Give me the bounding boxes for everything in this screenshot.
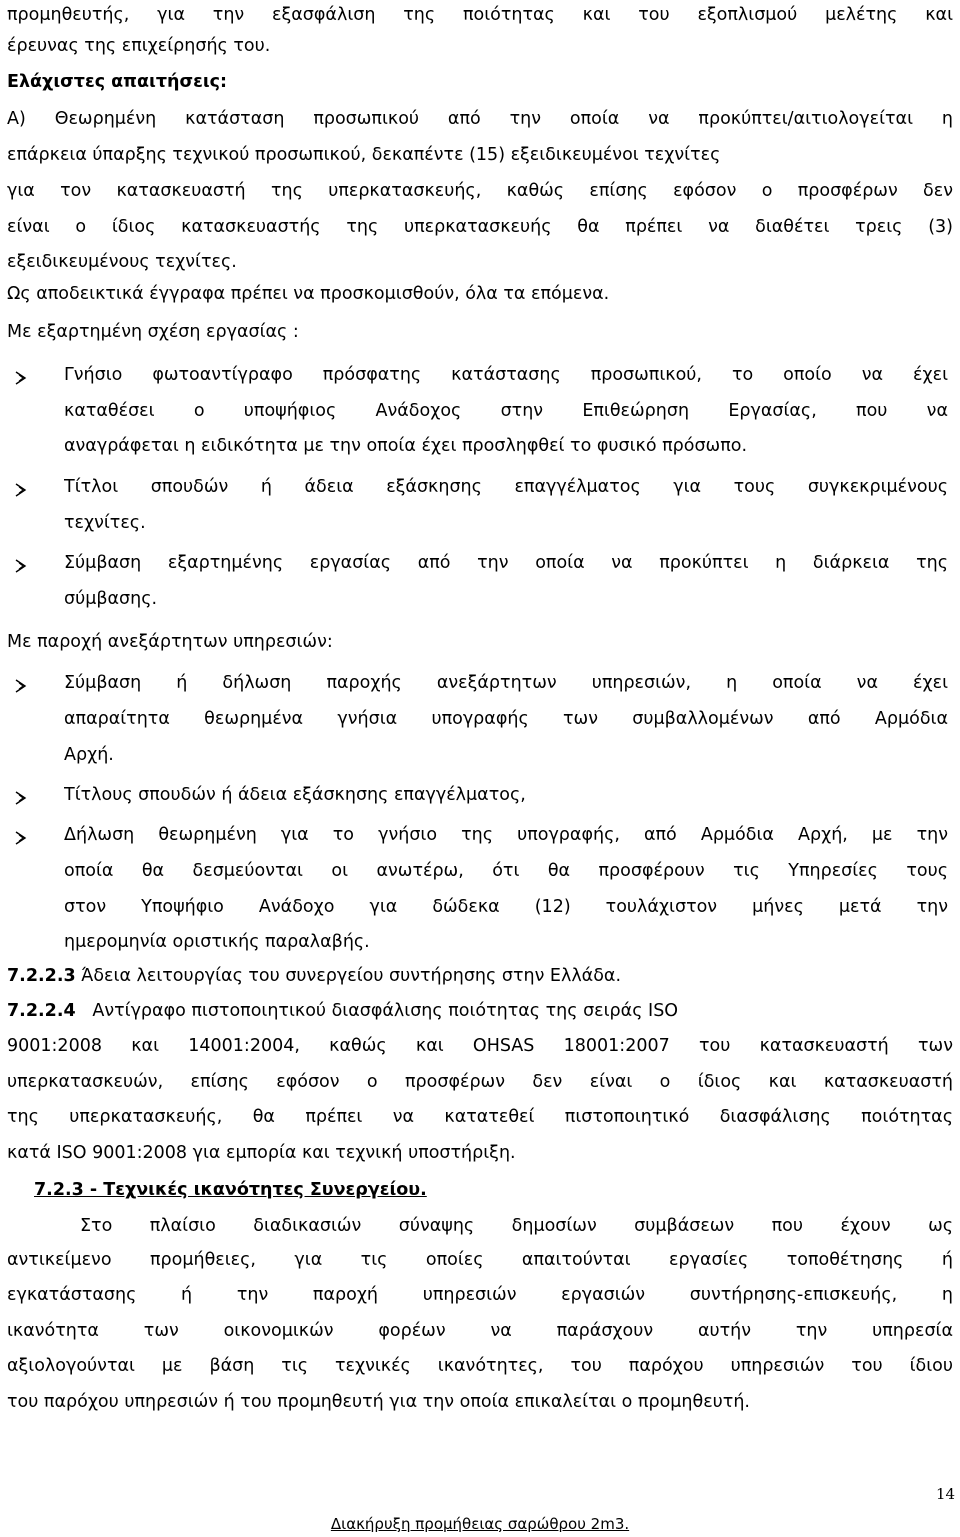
list-item-line: Τίτλοι σπουδών ή άδεια εξάσκησης επαγγέλματος για τους συγκεκριμένους — [64, 477, 948, 497]
paragraph-line: ικανότητα των οικονομικών φορέων να παράσχουν αυτήν την υπηρεσία — [7, 1321, 953, 1341]
section-heading-text: 7.2.3 - Τεχνικές ικανότητες Συνεργείου. — [34, 1180, 427, 1200]
section-7-2-2-3 — [7, 966, 953, 986]
dependent-employment-heading: Με εξαρτημένη σχέση εργασίας : — [7, 322, 299, 342]
paragraph-line: Α) Θεωρημένη κατάσταση προσωπικού από την οποία να προκύπτει/αιτιολογείται η — [7, 109, 953, 129]
list-item-line: οποία θα δεσμεύονται οι ανωτέρω, ότι θα προσφέρουν τις Υπηρεσίες τους — [64, 861, 948, 881]
paragraph-line: είναι ο ίδιος κατασκευαστής της υπερκατασκευής θα πρέπει να διαθέτει τρεις (3) — [7, 217, 953, 237]
section-number: 7.2.2.3 — [7, 966, 76, 986]
paragraph-line: για τον κατασκευαστή της υπερκατασκευής, καθώς επίσης εφόσον ο προσφέρων δεν — [7, 181, 953, 201]
section-7-2-2-4 — [7, 1001, 953, 1021]
list-item-line: ημερομηνία οριστικής παραλαβής. — [64, 932, 370, 952]
section-heading-7-2-3 — [34, 1180, 934, 1200]
paragraph-line: έρευνας της επιχείρησής του. — [7, 36, 271, 56]
paragraph-line: αντικείμενο προμήθειες, για τις οποίες απαιτούνται εργασίες τοποθέτησης ή — [7, 1250, 953, 1270]
list-item-line: απαραίτητα θεωρημένα γνήσια υπογραφής των συμβαλλομένων από Αρμόδια — [64, 709, 948, 729]
paragraph-line: εγκατάστασης ή την παροχή υπηρεσιών εργασιών συντήρησης-επισκευής, η — [7, 1285, 953, 1305]
footer — [0, 1515, 960, 1533]
paragraph-line: του παρόχου υπηρεσιών ή του προμηθευτή για την οποία επικαλείται ο προμηθευτή. — [7, 1392, 750, 1412]
section-number: 7.2.2.4 — [7, 1001, 76, 1021]
paragraph-line: εξειδικευμένους τεχνίτες. — [7, 252, 237, 272]
arrow-bullet-icon — [14, 829, 36, 849]
list-item-line: Σύμβαση εξαρτημένης εργασίας από την οποία να προκύπτει η διάρκεια της — [64, 553, 948, 573]
list-item-line: στον Υποψήφιο Ανάδοχο για δώδεκα (12) τουλάχιστον μήνες μετά την — [64, 897, 948, 917]
arrow-bullet-icon — [14, 557, 36, 577]
arrow-bullet-icon — [14, 481, 36, 501]
independent-services-heading: Με παροχή ανεξάρτητων υπηρεσιών: — [7, 632, 333, 652]
section-text: Άδεια λειτουργίας του συνεργείου συντήρησης στην Ελλάδα. — [81, 966, 622, 986]
paragraph-line: αξιολογούνται με βάση τις τεχνικές ικανότητες, του παρόχου υπηρεσιών του ίδιου — [7, 1356, 953, 1376]
list-item-line: Γνήσιο φωτοαντίγραφο πρόσφατης κατάστασης προσωπικού, το οποίο να έχει — [64, 365, 948, 385]
section-text: Αντίγραφο πιστοποιητικού διασφάλισης ποιότητας της σειράς ISO — [92, 1001, 679, 1021]
paragraph-line: προμηθευτής, για την εξασφάλιση της ποιότητας και του εξοπλισμού μελέτης και — [7, 5, 953, 25]
footer-text: Διακήρυξη προμήθειας σαρώθρου 2m3. — [330, 1515, 630, 1533]
list-item-line: Σύμβαση ή δήλωση παροχής ανεξάρτητων υπηρεσιών, η οποία να έχει — [64, 673, 948, 693]
paragraph-line: επάρκεια ύπαρξης τεχνικού προσωπικού, δεκαπέντε (15) εξειδικευμένοι τεχνίτες — [7, 145, 721, 165]
requirements-heading: Ελάχιστες απαιτήσεις: — [7, 72, 228, 92]
list-item-line: Δήλωση θεωρημένη για το γνήσιο της υπογραφής, από Αρμόδια Αρχή, με την — [64, 825, 948, 845]
list-item-line: αναγράφεται η ειδικότητα με την οποία έχει προσληφθεί το φυσικό πρόσωπο. — [64, 436, 748, 456]
paragraph-line: Στο πλαίσιο διαδικασιών σύναψης δημοσίων συμβάσεων που έχουν ως — [80, 1216, 953, 1236]
paragraph-line: της υπερκατασκευής, θα πρέπει να κατατεθεί πιστοποιητικό διασφάλισης ποιότητας — [7, 1107, 953, 1127]
list-item-line: Αρχή. — [64, 745, 114, 765]
paragraph-line: κατά ISO 9001:2008 για εμπορία και τεχνική υποστήριξη. — [7, 1143, 516, 1163]
page-number: 14 — [936, 1485, 956, 1503]
list-item-line: σύμβασης. — [64, 589, 158, 609]
arrow-bullet-icon — [14, 369, 36, 389]
arrow-bullet-icon — [14, 789, 36, 809]
list-item-line: Τίτλους σπουδών ή άδεια εξάσκησης επαγγέλματος, — [64, 785, 526, 805]
arrow-bullet-icon — [14, 677, 36, 697]
paragraph-line: υπερκατασκευών, επίσης εφόσον ο προσφέρων δεν είναι ο ίδιος και κατασκευαστή — [7, 1072, 953, 1092]
paragraph-line: 9001:2008 και 14001:2004, καθώς και OHSAS 18001:2007 του κατασκευαστή των — [7, 1036, 953, 1056]
paragraph-line: Ως αποδεικτικά έγγραφα πρέπει να προσκομισθούν, όλα τα επόμενα. — [7, 284, 610, 304]
list-item-line: καταθέσει ο υποψήφιος Ανάδοχος στην Επιθεώρηση Εργασίας, που να — [64, 401, 948, 421]
list-item-line: τεχνίτες. — [64, 513, 146, 533]
